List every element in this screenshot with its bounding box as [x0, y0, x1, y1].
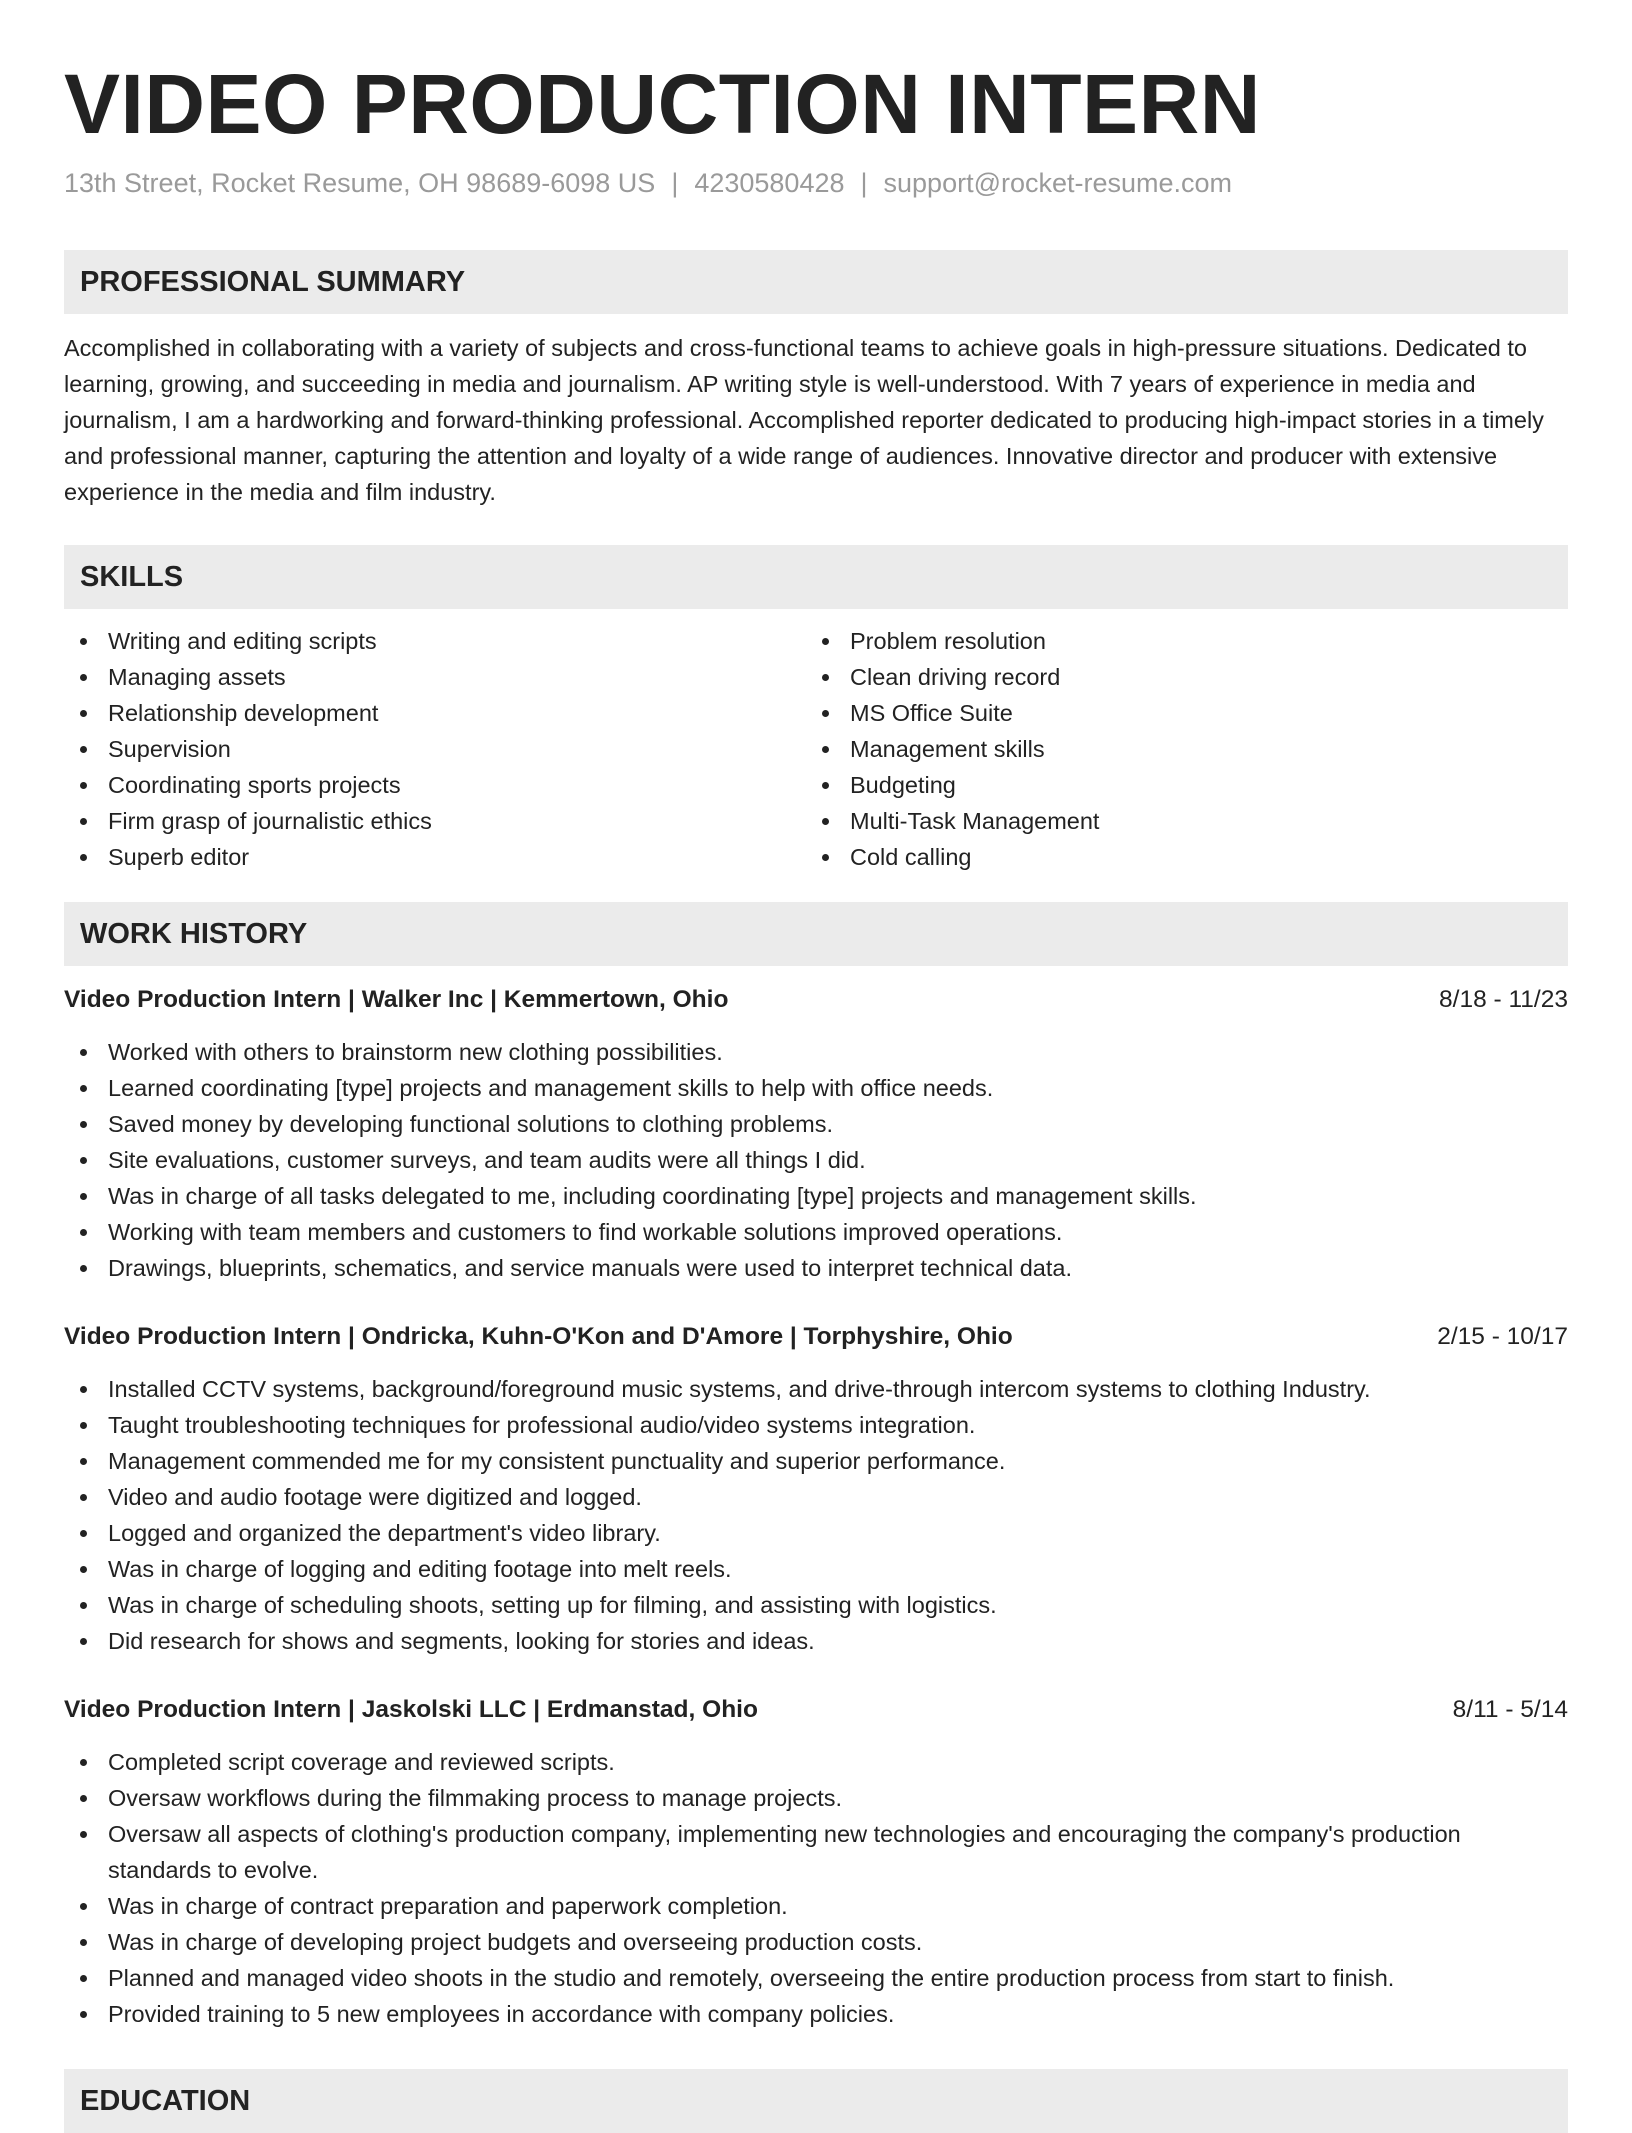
skill-item: Clean driving record — [806, 659, 1548, 695]
skill-item: Managing assets — [64, 659, 806, 695]
contact-separator: | — [860, 168, 868, 198]
job-bullets — [64, 1744, 1568, 2032]
section-header-skills: SKILLS — [64, 545, 1568, 609]
skill-item: Supervision — [64, 731, 806, 767]
skill-item: Firm grasp of journalistic ethics — [64, 803, 806, 839]
job-bullet: Provided training to 5 new employees in accordance with company policies. — [64, 1996, 1568, 2032]
job-dates: 2/15 - 10/17 — [1437, 1323, 1568, 1350]
job-bullet: Working with team members and customers to find workable solutions improved operations. — [64, 1214, 1568, 1250]
skill-item: Multi-Task Management — [806, 803, 1548, 839]
job-bullet: Video and audio footage were digitized and logged. — [64, 1479, 1568, 1515]
job-bullet: Drawings, blueprints, schematics, and service manuals were used to interpret technical data. — [64, 1250, 1568, 1286]
skills-column-left — [64, 623, 806, 875]
skill-item: MS Office Suite — [806, 695, 1548, 731]
job-title-row — [64, 982, 1568, 1018]
job-bullet: Did research for shows and segments, looking for stories and ideas. — [64, 1623, 1568, 1659]
job-title-row — [64, 1319, 1568, 1355]
skill-item: Budgeting — [806, 767, 1548, 803]
job-bullet: Taught troubleshooting techniques for professional audio/video systems integration. — [64, 1407, 1568, 1443]
contact-phone: 4230580428 — [694, 168, 845, 198]
job-bullet: Logged and organized the department's video library. — [64, 1515, 1568, 1551]
job-dates: 8/11 - 5/14 — [1452, 1696, 1568, 1723]
section-header-work-history: WORK HISTORY — [64, 902, 1568, 966]
skill-item: Cold calling — [806, 839, 1548, 875]
section-header-professional-summary: PROFESSIONAL SUMMARY — [64, 250, 1568, 314]
job-title-row — [64, 1692, 1568, 1728]
contact-address: 13th Street, Rocket Resume, OH 98689-6098 US — [64, 168, 656, 198]
job-bullet: Oversaw workflows during the filmmaking process to manage projects. — [64, 1780, 1568, 1816]
contact-separator: | — [671, 168, 679, 198]
contact-line — [64, 166, 1568, 200]
skill-item: Writing and editing scripts — [64, 623, 806, 659]
job-bullets — [64, 1034, 1568, 1286]
job-bullet: Management commended me for my consistent punctuality and superior performance. — [64, 1443, 1568, 1479]
skills-list — [64, 623, 1568, 875]
job-title: Video Production Intern | Ondricka, Kuhn-O'Kon and D'Amore | Torphyshire, Ohio — [64, 1323, 1013, 1350]
job-title: Video Production Intern | Walker Inc | Kemmertown, Ohio — [64, 986, 729, 1013]
skill-item: Superb editor — [64, 839, 806, 875]
skill-item: Relationship development — [64, 695, 806, 731]
job-bullet: Was in charge of scheduling shoots, setting up for filming, and assisting with logistics. — [64, 1587, 1568, 1623]
resume-page — [64, 0, 1568, 2133]
job-bullets — [64, 1371, 1568, 1659]
skill-item: Coordinating sports projects — [64, 767, 806, 803]
work-entry-walker-inc — [64, 982, 1568, 1286]
section-header-education: EDUCATION — [64, 2069, 1568, 2133]
job-bullet: Saved money by developing functional solutions to clothing problems. — [64, 1106, 1568, 1142]
work-entry-jaskolski — [64, 1692, 1568, 2032]
job-bullet: Was in charge of all tasks delegated to me, including coordinating [type] projects and management skills. — [64, 1178, 1568, 1214]
contact-email: support@rocket-resume.com — [883, 168, 1233, 198]
job-title: Video Production Intern | Jaskolski LLC | Erdmanstad, Ohio — [64, 1696, 758, 1723]
job-bullet: Worked with others to brainstorm new clothing possibilities. — [64, 1034, 1568, 1070]
job-bullet: Installed CCTV systems, background/foreground music systems, and drive-through intercom systems to clothing Industry. — [64, 1371, 1568, 1407]
job-bullet: Was in charge of developing project budgets and overseeing production costs. — [64, 1924, 1568, 1960]
job-dates: 8/18 - 11/23 — [1439, 986, 1568, 1013]
job-bullet: Was in charge of contract preparation and paperwork completion. — [64, 1888, 1568, 1924]
job-bullet: Site evaluations, customer surveys, and team audits were all things I did. — [64, 1142, 1568, 1178]
skill-item: Problem resolution — [806, 623, 1548, 659]
candidate-name: VIDEO PRODUCTION INTERN — [64, 57, 1261, 151]
job-bullet: Learned coordinating [type] projects and management skills to help with office needs. — [64, 1070, 1568, 1106]
skills-column-right — [806, 623, 1548, 875]
skill-item: Management skills — [806, 731, 1548, 767]
job-bullet: Was in charge of logging and editing footage into melt reels. — [64, 1551, 1568, 1587]
summary-text: Accomplished in collaborating with a variety of subjects and cross-functional teams to achieve goals in high-pressure situations. Dedicated to learning, growing, and succeeding in media and journalism. AP writing style is well-understood. With 7 years of experience in media and journalism, I am a hardworking and forward-thinking professional. Accomplished reporter dedicated to producing high-impact stories in a timely and professional manner, capturing the attention and loyalty of a wide range of audiences. Innovative director and producer with extensive experience in the media and film industry. — [64, 335, 1544, 505]
job-bullet: Completed script coverage and reviewed scripts. — [64, 1744, 1568, 1780]
job-bullet: Planned and managed video shoots in the studio and remotely, overseeing the entire production process from start to finish. — [64, 1960, 1568, 1996]
work-entry-ondricka — [64, 1319, 1568, 1659]
job-bullet: Oversaw all aspects of clothing's production company, implementing new technologies and encouraging the company's production standards to evolve. — [64, 1816, 1568, 1888]
